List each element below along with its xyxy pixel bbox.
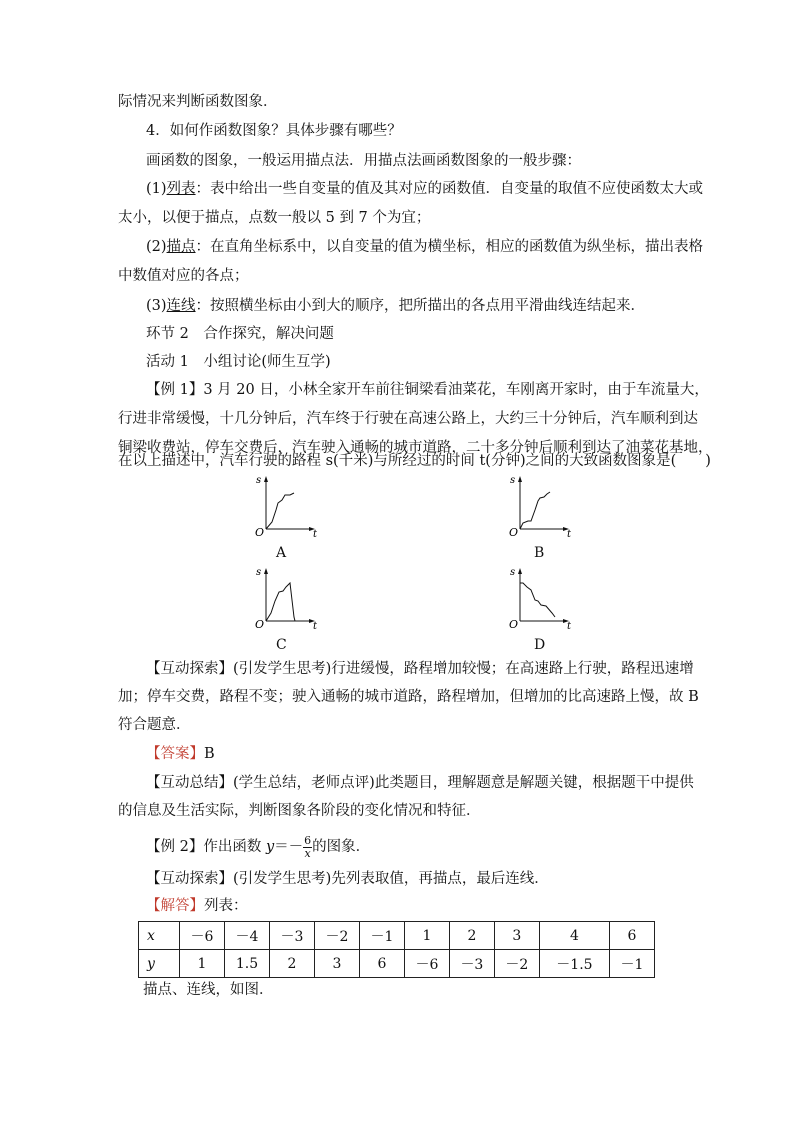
origin-label: O	[255, 526, 265, 539]
text-span: 【互动探索】	[146, 871, 233, 887]
table-cell: －1	[609, 950, 654, 978]
text-span: 环节 2 合作探究，解决问题	[146, 326, 334, 342]
step-2-line-2	[118, 262, 680, 291]
table-cell: 3	[314, 950, 359, 978]
graph-c	[246, 565, 326, 635]
table-row-x	[139, 922, 655, 950]
table-cell: －6	[180, 922, 225, 950]
text-span: 的信息及生活实际，判断图象各阶段的变化情况和特征．	[118, 803, 481, 819]
table-cell: －3	[449, 950, 494, 978]
table-cell: －2	[494, 950, 539, 978]
explore-1-line-2	[118, 683, 699, 712]
text-span: 加；停车交费，路程不变；驶入通畅的城市道路，路程增加，但增加的比高速路上慢，故 B	[118, 689, 699, 705]
activity-heading	[146, 348, 680, 377]
table-row-y	[139, 950, 655, 978]
t-label: t	[313, 529, 318, 540]
text-span: 的图象．	[312, 839, 371, 855]
table-cell: 2	[269, 950, 314, 978]
explore-2	[146, 865, 680, 894]
paragraph-method	[146, 147, 680, 176]
fraction	[303, 835, 312, 860]
text-span: (引发学生思考)行进缓慢，路程增加较慢；在高速路上行驶，路程迅速增	[233, 661, 694, 677]
answer-tag: 【答案】	[146, 746, 204, 762]
solution-tag: 【解答】	[146, 898, 204, 914]
text-span: (2)	[146, 239, 167, 255]
question-4	[146, 117, 680, 146]
step-1-line-2	[118, 204, 680, 233]
table-header-x: x	[139, 922, 180, 950]
graph-b	[505, 473, 585, 543]
answer-value: B	[204, 746, 215, 762]
table-cell: 1.5	[224, 950, 269, 978]
text-span: 在以上描述中，汽车行驶的路程 s(千米)与所经过的时间 t(分钟)之间的大致函数图象是( )	[118, 453, 711, 469]
text-span: 太小，以便于描点，点数一般以 5 到 7 个为宜；	[118, 210, 431, 226]
solution-line	[146, 892, 680, 921]
table-cell: －1.5	[539, 950, 609, 978]
table-cell: －6	[404, 950, 449, 978]
closing-line	[143, 976, 705, 1005]
text-span: 3 月 20 日，小林全家开车前往铜梁看油菜花，车刚离开家时，由于车流量大，	[203, 382, 709, 398]
text-span: 际情况来判断函数图象．	[118, 94, 278, 110]
example-1-line-2	[118, 405, 698, 434]
table-cell: －1	[359, 922, 404, 950]
text-span: (3)	[146, 298, 167, 314]
table-cell: －2	[314, 922, 359, 950]
paragraph-intro-end	[118, 88, 680, 117]
text-span: 描点、连线，如图．	[143, 982, 274, 998]
example-2	[146, 833, 680, 862]
y-axis-arrow	[518, 476, 522, 482]
table-cell: 4	[539, 922, 609, 950]
table-cell: 1	[404, 922, 449, 950]
text-span: 【互动总结】	[146, 775, 233, 791]
text-span: 描点	[166, 239, 196, 255]
text-span: 中数值对应的各点；	[118, 268, 249, 284]
text-span: 画函数的图象，一般运用描点法．用描点法画函数图象的一般步骤：	[146, 153, 581, 169]
value-table	[138, 921, 655, 978]
curve	[520, 492, 550, 529]
s-label: s	[510, 475, 516, 486]
graph-d	[505, 565, 585, 635]
graph-a	[246, 473, 326, 543]
t-label: t	[567, 621, 572, 632]
table-header-y: y	[139, 950, 180, 978]
t-label: t	[313, 621, 318, 632]
explore-1-line-3	[118, 711, 680, 740]
numerator: 6	[304, 833, 312, 847]
text-span: 作出函数	[203, 839, 266, 855]
table-cell: 6	[359, 950, 404, 978]
table-cell: －4	[224, 922, 269, 950]
step-1-line-1	[146, 175, 704, 204]
denominator: x	[304, 846, 311, 860]
step-2-line-1	[146, 233, 704, 262]
t-label: t	[567, 529, 572, 540]
y-axis-arrow	[264, 476, 268, 482]
text-span: 列表	[166, 181, 196, 197]
text-span: ＝－	[274, 839, 304, 855]
text-span: 连线	[166, 298, 196, 314]
y-axis-arrow	[264, 568, 268, 574]
text-span: (学生总结，老师点评)此类题目，理解题意是解题关键，根据题干中提供	[233, 775, 694, 791]
text-span: 4．如何作函数图象？具体步骤有哪些？	[146, 123, 402, 139]
text-span: 列表：	[204, 898, 248, 914]
origin-label: O	[509, 526, 519, 539]
option-a-label: A	[276, 545, 287, 561]
table-cell: 2	[449, 922, 494, 950]
curve	[266, 583, 295, 621]
text-span: ：按照横坐标由小到大的顺序，把所描出的各点用平滑曲线连结起来．	[195, 298, 646, 314]
text-span: 行进非常缓慢，十几分钟后，汽车终于行驶在高速公路上，大约三十分钟后，汽车顺利到达	[118, 411, 698, 427]
option-b-label: B	[534, 545, 545, 561]
text-span: ：在直角坐标系中，以自变量的值为横坐标，相应的函数值为纵坐标，描出表格	[195, 239, 704, 255]
section-heading	[146, 320, 680, 349]
text-span: 铜梁收费站，停车交费后，汽车驶入通畅的城市道路，二十多分钟后顺利到达了油菜花基地，	[118, 440, 713, 456]
text-span: 【互动探索】	[146, 661, 233, 677]
summary-line-1	[146, 769, 694, 798]
origin-label: O	[255, 618, 265, 631]
s-label: s	[510, 567, 516, 578]
table-cell: 1	[180, 950, 225, 978]
table-cell: 3	[494, 922, 539, 950]
text-span: (引发学生思考)先列表取值，再描点，最后连线．	[233, 871, 549, 887]
text-span: 符合题意．	[118, 717, 191, 733]
curve	[266, 493, 294, 529]
text-span: 活动 1 小组讨论(师生互学)	[146, 354, 331, 370]
step-3	[146, 292, 680, 321]
option-d-label: D	[534, 637, 546, 653]
origin-label: O	[509, 618, 519, 631]
explore-1-line-1	[146, 655, 694, 684]
example-1-line-1	[146, 376, 709, 405]
option-c-label: C	[276, 637, 287, 653]
text-span: 【例 1】	[146, 382, 204, 398]
curve	[520, 583, 555, 617]
text-span: (1)	[146, 181, 167, 197]
text-span: 【例 2】	[146, 839, 204, 855]
answer-line	[146, 740, 680, 769]
example-1-line-4	[118, 447, 711, 476]
text-span: y	[265, 839, 275, 855]
summary-line-2	[118, 797, 680, 826]
table-cell: 6	[609, 922, 654, 950]
y-axis-arrow	[518, 568, 522, 574]
s-label: s	[256, 475, 262, 486]
s-label: s	[256, 567, 262, 578]
table-cell: －3	[269, 922, 314, 950]
text-span: ：表中给出一些自变量的值及其对应的函数值．自变量的取值不应使函数太大或	[195, 181, 704, 197]
